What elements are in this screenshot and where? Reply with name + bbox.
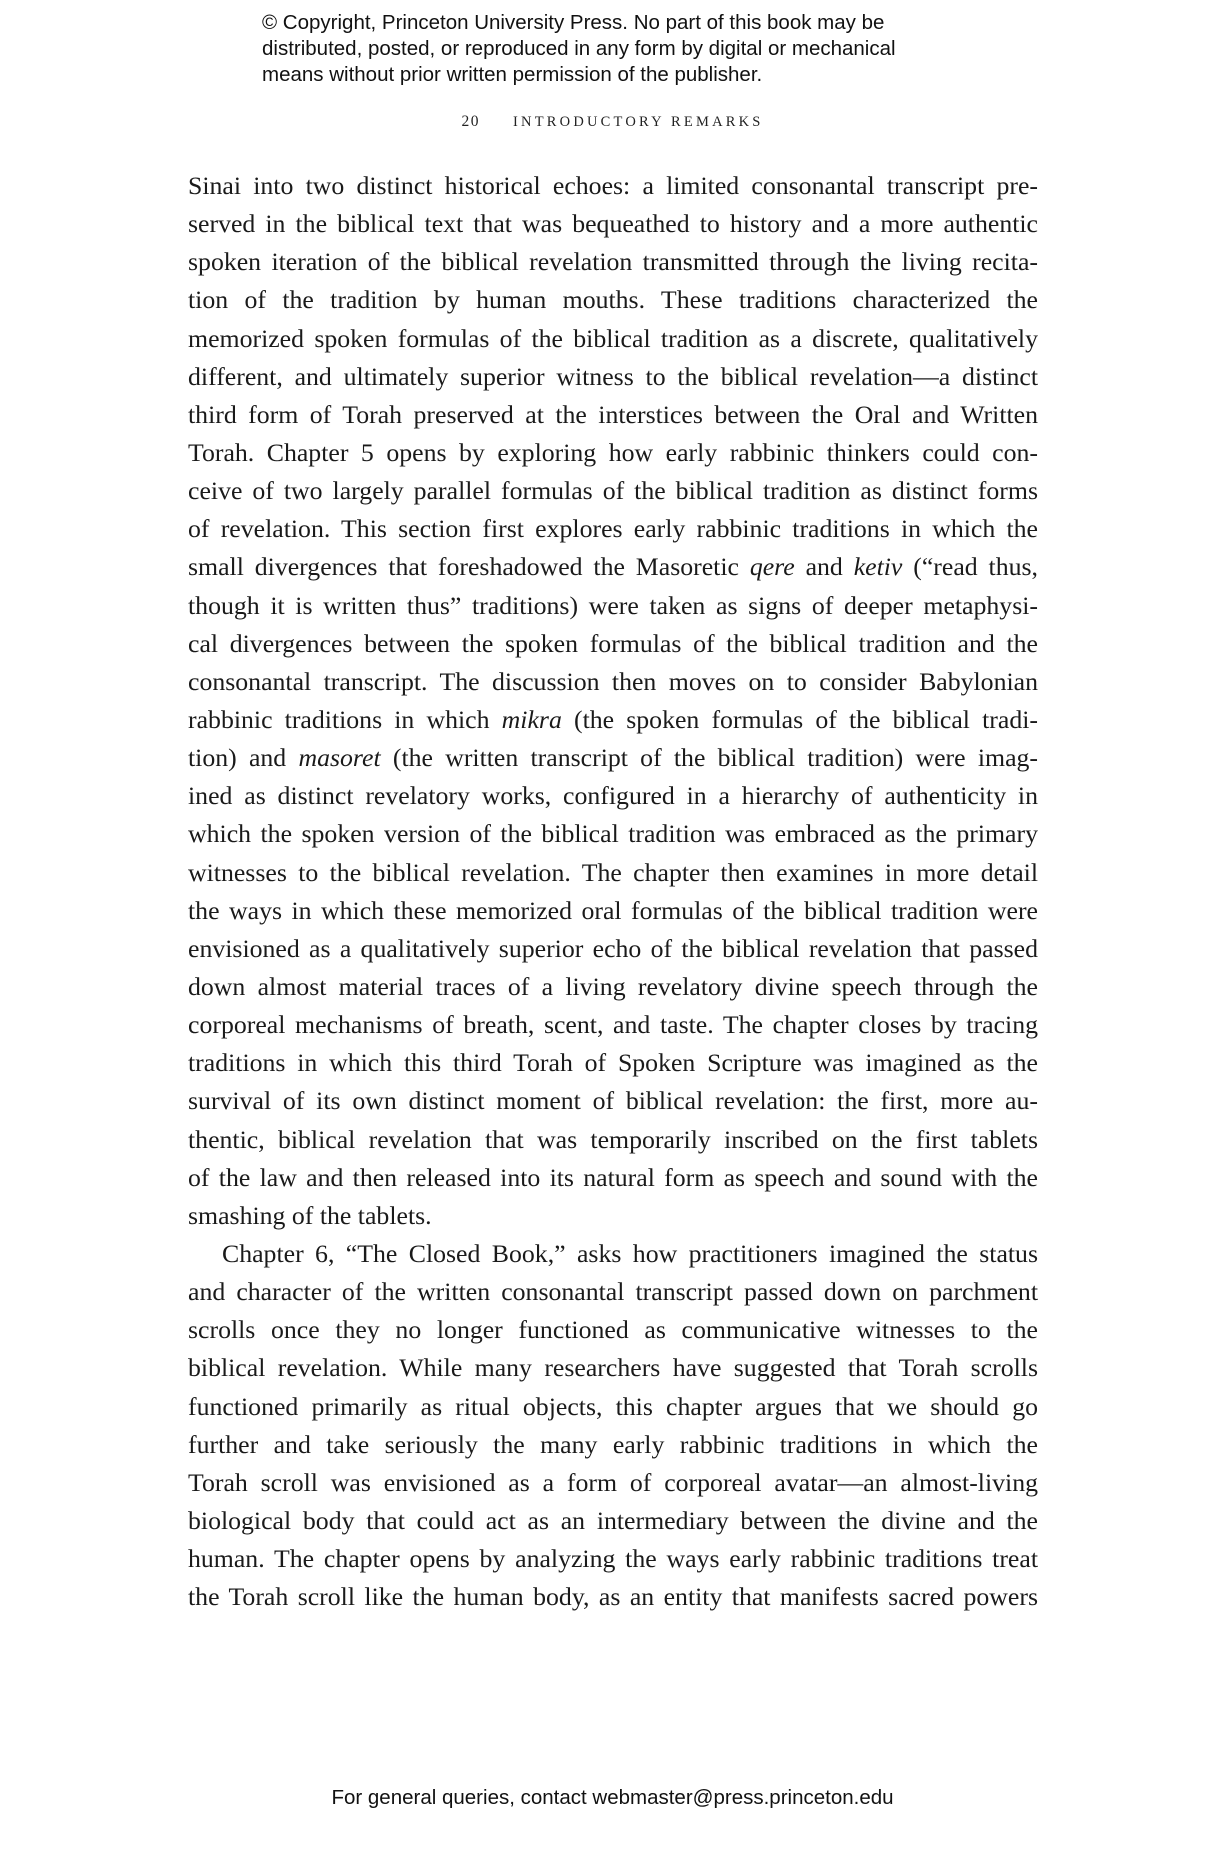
- text-segment: ceive of two largely parallel formulas of the biblical tradition as distinct forms: [188, 476, 1038, 506]
- text-line: [188, 777, 1038, 815]
- text-line: [188, 167, 1038, 205]
- text-line: [188, 663, 1038, 701]
- text-line: [188, 1388, 1038, 1426]
- text-segment: the ways in which these memorized oral formulas of the biblical tradition were: [188, 895, 1038, 925]
- text-line: [188, 1159, 1038, 1197]
- text-segment: traditions in which this third Torah of Spoken Scripture was imagined as the: [188, 1048, 1038, 1078]
- text-segment: corporeal mechanisms of breath, scent, and taste. The chapter closes by tracing: [188, 1010, 1038, 1040]
- text-line: [188, 548, 1038, 586]
- text-line: [188, 434, 1038, 472]
- text-segment: (the spoken formulas of the biblical tradi-: [561, 704, 1038, 734]
- copyright-line: © Copyright, Princeton University Press. No part of this book may be: [262, 11, 885, 34]
- text-line: [188, 854, 1038, 892]
- text-segment: served in the biblical text that was bequeathed to history and a more authentic: [188, 209, 1038, 239]
- text-line: [188, 472, 1038, 510]
- copyright-line: means without prior written permission of the publisher.: [262, 63, 763, 86]
- text-line: [188, 1426, 1038, 1464]
- text-segment: down almost material traces of a living revelatory divine speech through the: [188, 971, 1038, 1001]
- text-segment: rabbinic traditions in which: [188, 704, 502, 734]
- text-line: [188, 739, 1038, 777]
- copyright-notice: [262, 10, 982, 88]
- text-segment: (“read thus,: [902, 552, 1038, 582]
- text-segment: tion of the tradition by human mouths. These traditions characterized the: [188, 285, 1038, 315]
- text-line: [188, 1464, 1038, 1502]
- footer-contact: For general queries, contact webmaster@press.princeton.edu: [331, 1786, 894, 1809]
- italic-term: masoret: [298, 743, 381, 773]
- text-line: [188, 625, 1038, 663]
- text-segment: consonantal transcript. The discussion then moves on to consider Babylonian: [188, 666, 1038, 696]
- copyright-line: distributed, posted, or reproduced in any form by digital or mechanical: [262, 37, 896, 60]
- text-segment: Torah. Chapter 5 opens by exploring how early rabbinic thinkers could con-: [188, 437, 1038, 467]
- text-segment: Sinai into two distinct historical echoes: a limited consonantal transcript pre-: [188, 171, 1038, 200]
- text-line: [188, 1540, 1038, 1578]
- text-line: [188, 1082, 1038, 1120]
- running-head: [0, 113, 1225, 131]
- text-line: [188, 701, 1038, 739]
- text-line: [188, 320, 1038, 358]
- page-number: 20: [461, 113, 480, 130]
- text-segment: survival of its own distinct moment of biblical revelation: the first, more au-: [188, 1086, 1038, 1116]
- text-line: [188, 1235, 1038, 1273]
- text-segment: third form of Torah preserved at the interstices between the Oral and Written: [188, 399, 1038, 429]
- text-segment: smashing of the tablets.: [188, 1200, 432, 1230]
- text-segment: spoken iteration of the biblical revelation transmitted through the living recita-: [188, 247, 1038, 277]
- text-segment: envisioned as a qualitatively superior echo of the biblical revelation that passed: [188, 933, 1038, 963]
- text-segment: different, and ultimately superior witness to the biblical revelation—a distinct: [188, 361, 1038, 391]
- italic-term: qere: [749, 552, 795, 582]
- text-line: [188, 1349, 1038, 1387]
- text-line: [188, 968, 1038, 1006]
- text-segment: witnesses to the biblical revelation. The chapter then examines in more detail: [188, 857, 1038, 887]
- text-line: [188, 510, 1038, 548]
- italic-term: ketiv: [853, 552, 903, 582]
- text-segment: cal divergences between the spoken formulas of the biblical tradition and the: [188, 628, 1038, 658]
- text-line: [188, 281, 1038, 319]
- text-segment: ined as distinct revelatory works, configured in a hierarchy of authenticity in: [188, 781, 1038, 811]
- text-line: [188, 587, 1038, 625]
- text-segment: the Torah scroll like the human body, as an entity that manifests sacred powers: [188, 1582, 1038, 1612]
- text-segment: biological body that could act as an intermediary between the divine and the: [188, 1505, 1038, 1535]
- text-segment: Chapter 6, “The Closed Book,” asks how practitioners imagined the status: [222, 1238, 1038, 1268]
- text-line: [188, 1197, 1038, 1235]
- text-segment: human. The chapter opens by analyzing the ways early rabbinic traditions treat: [188, 1544, 1038, 1574]
- text-line: [188, 1502, 1038, 1540]
- text-line: [188, 205, 1038, 243]
- text-line: [188, 1044, 1038, 1082]
- text-segment: and character of the written consonantal transcript passed down on parchment: [188, 1277, 1038, 1307]
- text-line: [188, 1006, 1038, 1044]
- italic-term: mikra: [501, 704, 562, 734]
- text-segment: thentic, biblical revelation that was temporarily inscribed on the first tablets: [188, 1124, 1038, 1154]
- text-line: [188, 930, 1038, 968]
- text-line: [188, 1311, 1038, 1349]
- text-segment: of revelation. This section first explores early rabbinic traditions in which the: [188, 514, 1038, 544]
- text-line: [188, 358, 1038, 396]
- text-segment: tion) and: [188, 743, 299, 773]
- text-line: [188, 892, 1038, 930]
- text-segment: though it is written thus” traditions) were taken as signs of deeper metaphysi-: [188, 590, 1038, 620]
- text-segment: small divergences that foreshadowed the Masoretic: [188, 552, 750, 582]
- text-segment: further and take seriously the many early rabbinic traditions in which the: [188, 1429, 1038, 1459]
- text-segment: Torah scroll was envisioned as a form of corporeal avatar—an almost-living: [188, 1467, 1038, 1497]
- body-text: [188, 167, 1038, 1616]
- text-line: [188, 815, 1038, 853]
- text-segment: scrolls once they no longer functioned as communicative witnesses to the: [188, 1315, 1038, 1345]
- text-line: [188, 1273, 1038, 1311]
- text-segment: of the law and then released into its natural form as speech and sound with the: [188, 1162, 1038, 1192]
- text-segment: memorized spoken formulas of the biblical tradition as a discrete, qualitatively: [188, 323, 1038, 353]
- text-segment: functioned primarily as ritual objects, this chapter argues that we should go: [188, 1391, 1038, 1421]
- text-segment: (the written transcript of the biblical tradition) were imag-: [380, 743, 1039, 773]
- text-segment: which the spoken version of the biblical tradition was embraced as the primary: [188, 819, 1038, 849]
- text-segment: and: [794, 552, 854, 582]
- text-line: [188, 243, 1038, 281]
- section-title: INTRODUCTORY REMARKS: [513, 114, 764, 130]
- text-line: [188, 1121, 1038, 1159]
- text-line: [188, 396, 1038, 434]
- text-line: [188, 1578, 1038, 1616]
- text-segment: biblical revelation. While many researchers have suggested that Torah scrolls: [188, 1353, 1038, 1383]
